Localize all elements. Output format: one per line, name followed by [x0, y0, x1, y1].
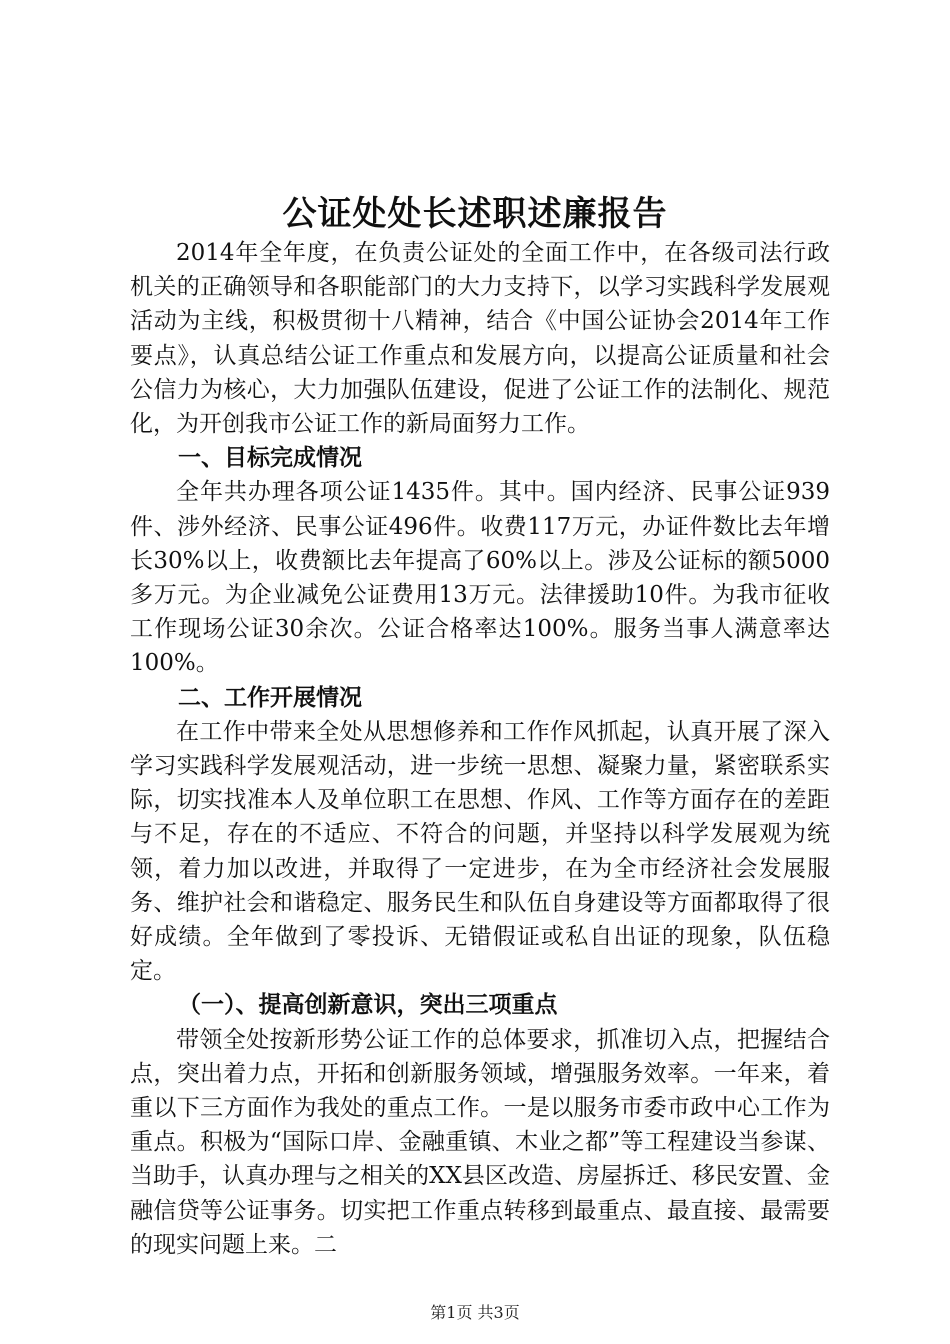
work-paragraph: 在工作中带来全处从思想修养和工作作风抓起，认真开展了深入学习实践科学发展观活动，进一步统一思想、凝聚力量，紧密联系实际，切实找准本人及单位职工在思想、作风、工作等方面存在的差距与不足，存在的不适应、不符合的问题，并坚持以科学发展观为统领，着力加以改进，并取得了一定进步，在为全市经济社会发展服务、维护社会和谐稳定、服务民生和队伍自身建设等方面都取得了很好成绩。全年做到了零投诉、无错假证或私自出证的现象，队伍稳定。	[130, 718, 830, 985]
page-footer: 第1页 共3页	[430, 1303, 520, 1322]
document-body	[130, 236, 830, 1262]
intro-paragraph: 2014年全年度，在负责公证处的全面工作中，在各级司法行政机关的正确领导和各职能部门的大力支持下，以学习实践科学发展观活动为主线，积极贯彻十八精神，结合《中国公证协会2014年工作要点》，认真总结公证工作重点和发展方向，以提高公证质量和社会公信力为核心，大力加强队伍建设，促进了公证工作的法制化、规范化，为开创我市公证工作的新局面努力工作。	[130, 240, 830, 438]
subsection-heading-innovation: （一）、提高创新意识，突出三项重点	[178, 992, 558, 1019]
goals-paragraph: 全年共办理各项公证1435件。其中。国内经济、民事公证939件、涉外经济、民事公证496件。收费117万元，办证件数比去年增长30%以上，收费额比去年提高了60%以上。涉及公证标的额5000多万元。为企业减免公证费用13万元。法律援助10件。为我市征收工作现场公证30余次。公证合格率达100%。服务当事人满意率达100%。	[130, 479, 830, 677]
document-title: 公证处处长述职述廉报告	[282, 194, 668, 234]
section-heading-goals: 一、目标完成情况	[178, 445, 362, 472]
section-heading-work: 二、工作开展情况	[178, 684, 362, 711]
innovation-paragraph: 带领全处按新形势公证工作的总体要求，抓准切入点，把握结合点，突出着力点，开拓和创新服务领域，增强服务效率。一年来，着重以下三方面作为我处的重点工作。一是以服务市委市政中心工作为重点。积极为“国际口岸、金融重镇、木业之都”等工程建设当参谋、当助手，认真办理与之相关的XX县区改造、房屋拆迁、移民安置、金融信贷等公证事务。切实把工作重点转移到最重点、最直接、最需要的现实问题上来。二	[130, 1026, 830, 1258]
